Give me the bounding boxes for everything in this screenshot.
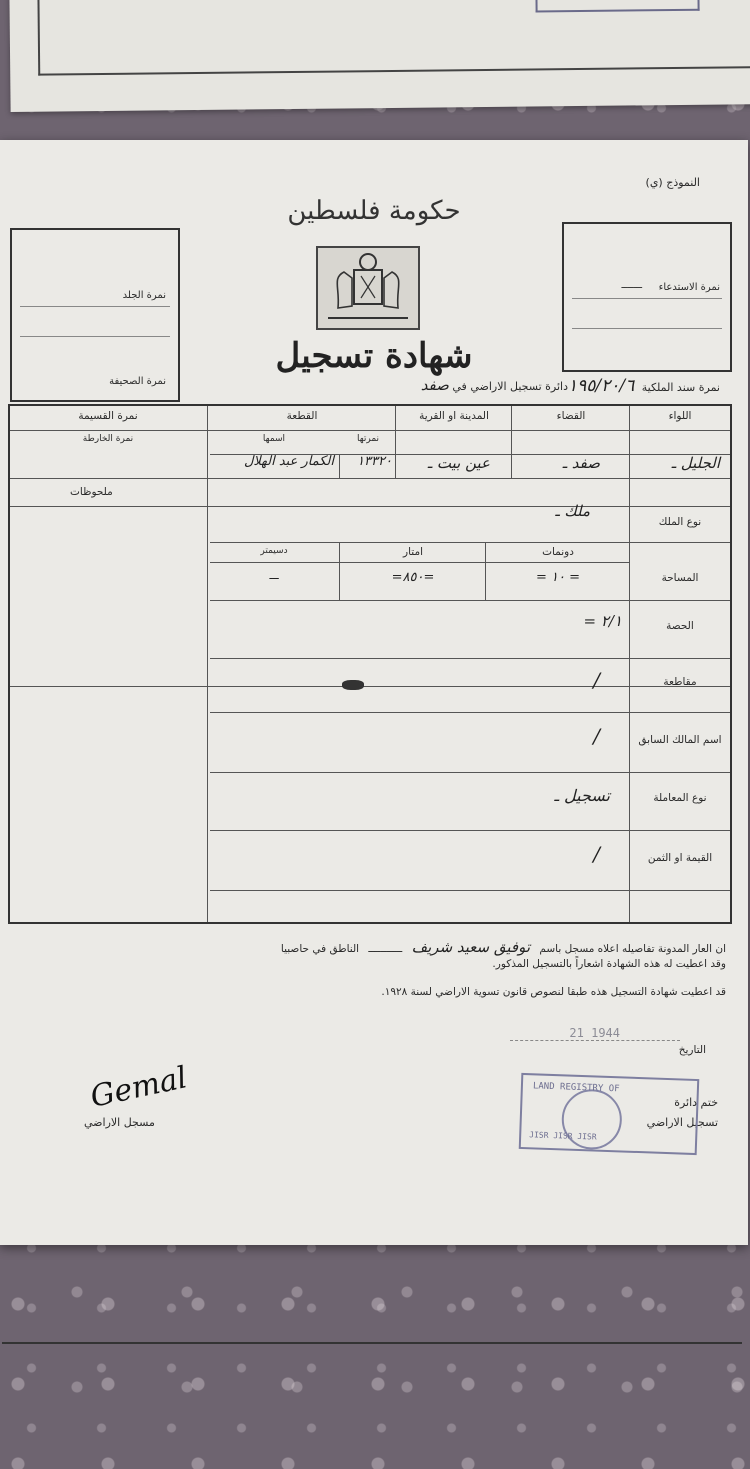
- volume-info-box: [10, 228, 180, 402]
- transaction-type-value: تسجيل ـ: [554, 786, 610, 805]
- department-value: صفد: [420, 376, 449, 394]
- bottom-border: [2, 1342, 742, 1344]
- form-code: النموذج (ي): [645, 176, 700, 189]
- statement-line-3: قد اعطيت شهادة التسجيل هذه طبقا لنصوص قانون تسوية الاراضي لسنة ١٩٢٨.: [381, 986, 726, 998]
- subdistrict-value: صفد ـ: [562, 454, 600, 472]
- subdistrict-header: القضاء: [556, 410, 586, 422]
- certificate-title: شهادة تسجيل: [275, 336, 473, 376]
- land-registry-stamp: [519, 1073, 700, 1155]
- date-label: التاريخ: [678, 1044, 706, 1056]
- date-row: [679, 1044, 706, 1056]
- area-label: المساحة: [661, 572, 699, 584]
- parcel-number-header: نمرة القسيمة: [78, 410, 138, 422]
- index-value: ـــــــ: [621, 280, 642, 291]
- value-value: /: [593, 842, 600, 866]
- town-value: عين بيت ـ: [427, 454, 490, 472]
- share-label: الحصة: [666, 620, 694, 632]
- property-type-value: ملك ـ: [555, 502, 590, 520]
- statement-line-1: ان العار المدونة تفاصيله اعلاه مسجل باسم توفيق سعيد شريف ـــــــــــ الناطق في حاصبيا: [280, 938, 726, 956]
- stamp-english-top: LAND REGISTRY OF: [532, 1081, 620, 1095]
- boundaries-value: /: [593, 668, 600, 692]
- decimeters-value: ـــ: [269, 570, 279, 582]
- stamp-fragment: [535, 0, 699, 12]
- block-name-value: الكمار عبد الهلال: [243, 454, 334, 469]
- dunums-header: دونمات: [542, 546, 574, 558]
- district-header: اللواء: [668, 410, 692, 422]
- dunums-value: = ١٠ =: [535, 570, 581, 585]
- map-number-header: نمرة الخارطة: [82, 434, 134, 444]
- statement-prefix: ان العار المدونة تفاصيله اعلاه مسجل باسم: [539, 943, 726, 955]
- registrar-caption: مسجل الاراضي: [84, 1116, 155, 1129]
- index-label: نمرة الاستدعاء: [658, 282, 720, 293]
- department-row: [421, 376, 568, 394]
- volume-label: نمرة الجلد: [122, 290, 166, 301]
- decimeters-header: دسيمتر: [260, 546, 288, 556]
- ink-blot: [342, 680, 364, 690]
- previous-owner-value: /: [593, 724, 600, 748]
- deed-info-box: [562, 222, 732, 372]
- statement-line-2: وقد اعطيت له هذه الشهادة اشعاراً بالتسجيل المذكور.: [492, 958, 726, 970]
- deed-number-row: [568, 376, 720, 396]
- block-number-header: نمرتها: [356, 434, 380, 444]
- coat-of-arms-icon: [316, 246, 420, 330]
- deed-label: نمرة سند الملكية: [641, 381, 720, 394]
- meters-header: امتار: [403, 546, 423, 558]
- notes-label: ملحوظات: [70, 486, 113, 498]
- previous-owner-label: اسم المالك السابق: [638, 734, 722, 746]
- share-value: ٢/١ =: [583, 612, 622, 630]
- meters-value: =٨٥٠=: [391, 570, 435, 585]
- district-value: الجليل ـ: [671, 454, 720, 472]
- deed-value: ١٩٥/٢٠/٦: [567, 376, 635, 396]
- stamp-caption-1: ختم دائرة: [674, 1096, 718, 1109]
- owner-name: توفيق سعيد شريف: [411, 938, 531, 956]
- department-label: دائرة تسجيل الاراضي في: [452, 380, 568, 393]
- stamp-caption-2: تسجيل الاراضي: [646, 1116, 718, 1129]
- block-name-header: اسمها: [262, 434, 286, 444]
- block-header: القطعة: [286, 410, 318, 422]
- page-label: نمرة الصحيفة: [109, 376, 166, 387]
- government-title: حكومة فلسطين: [287, 196, 461, 226]
- value-label: القيمة او الثمن: [647, 852, 713, 864]
- town-header: المدينة او القرية: [419, 410, 489, 422]
- stamp-english-bottom: JISR JISR JISR: [529, 1130, 597, 1142]
- date-value: 21 1944: [569, 1026, 620, 1040]
- block-number-value: ١٣٣٢٠: [357, 454, 392, 469]
- property-type-label: نوع الملك: [658, 516, 702, 528]
- transaction-type-label: نوع المعاملة: [653, 792, 707, 804]
- date-field: [510, 1026, 680, 1041]
- overlapping-paper: [9, 0, 750, 112]
- statement-suffix: الناطق في حاصبيا: [280, 943, 360, 955]
- registrar-signature: Gemal: [87, 1060, 191, 1115]
- property-table: [8, 404, 732, 924]
- boundaries-label: مقاطعة: [663, 676, 697, 688]
